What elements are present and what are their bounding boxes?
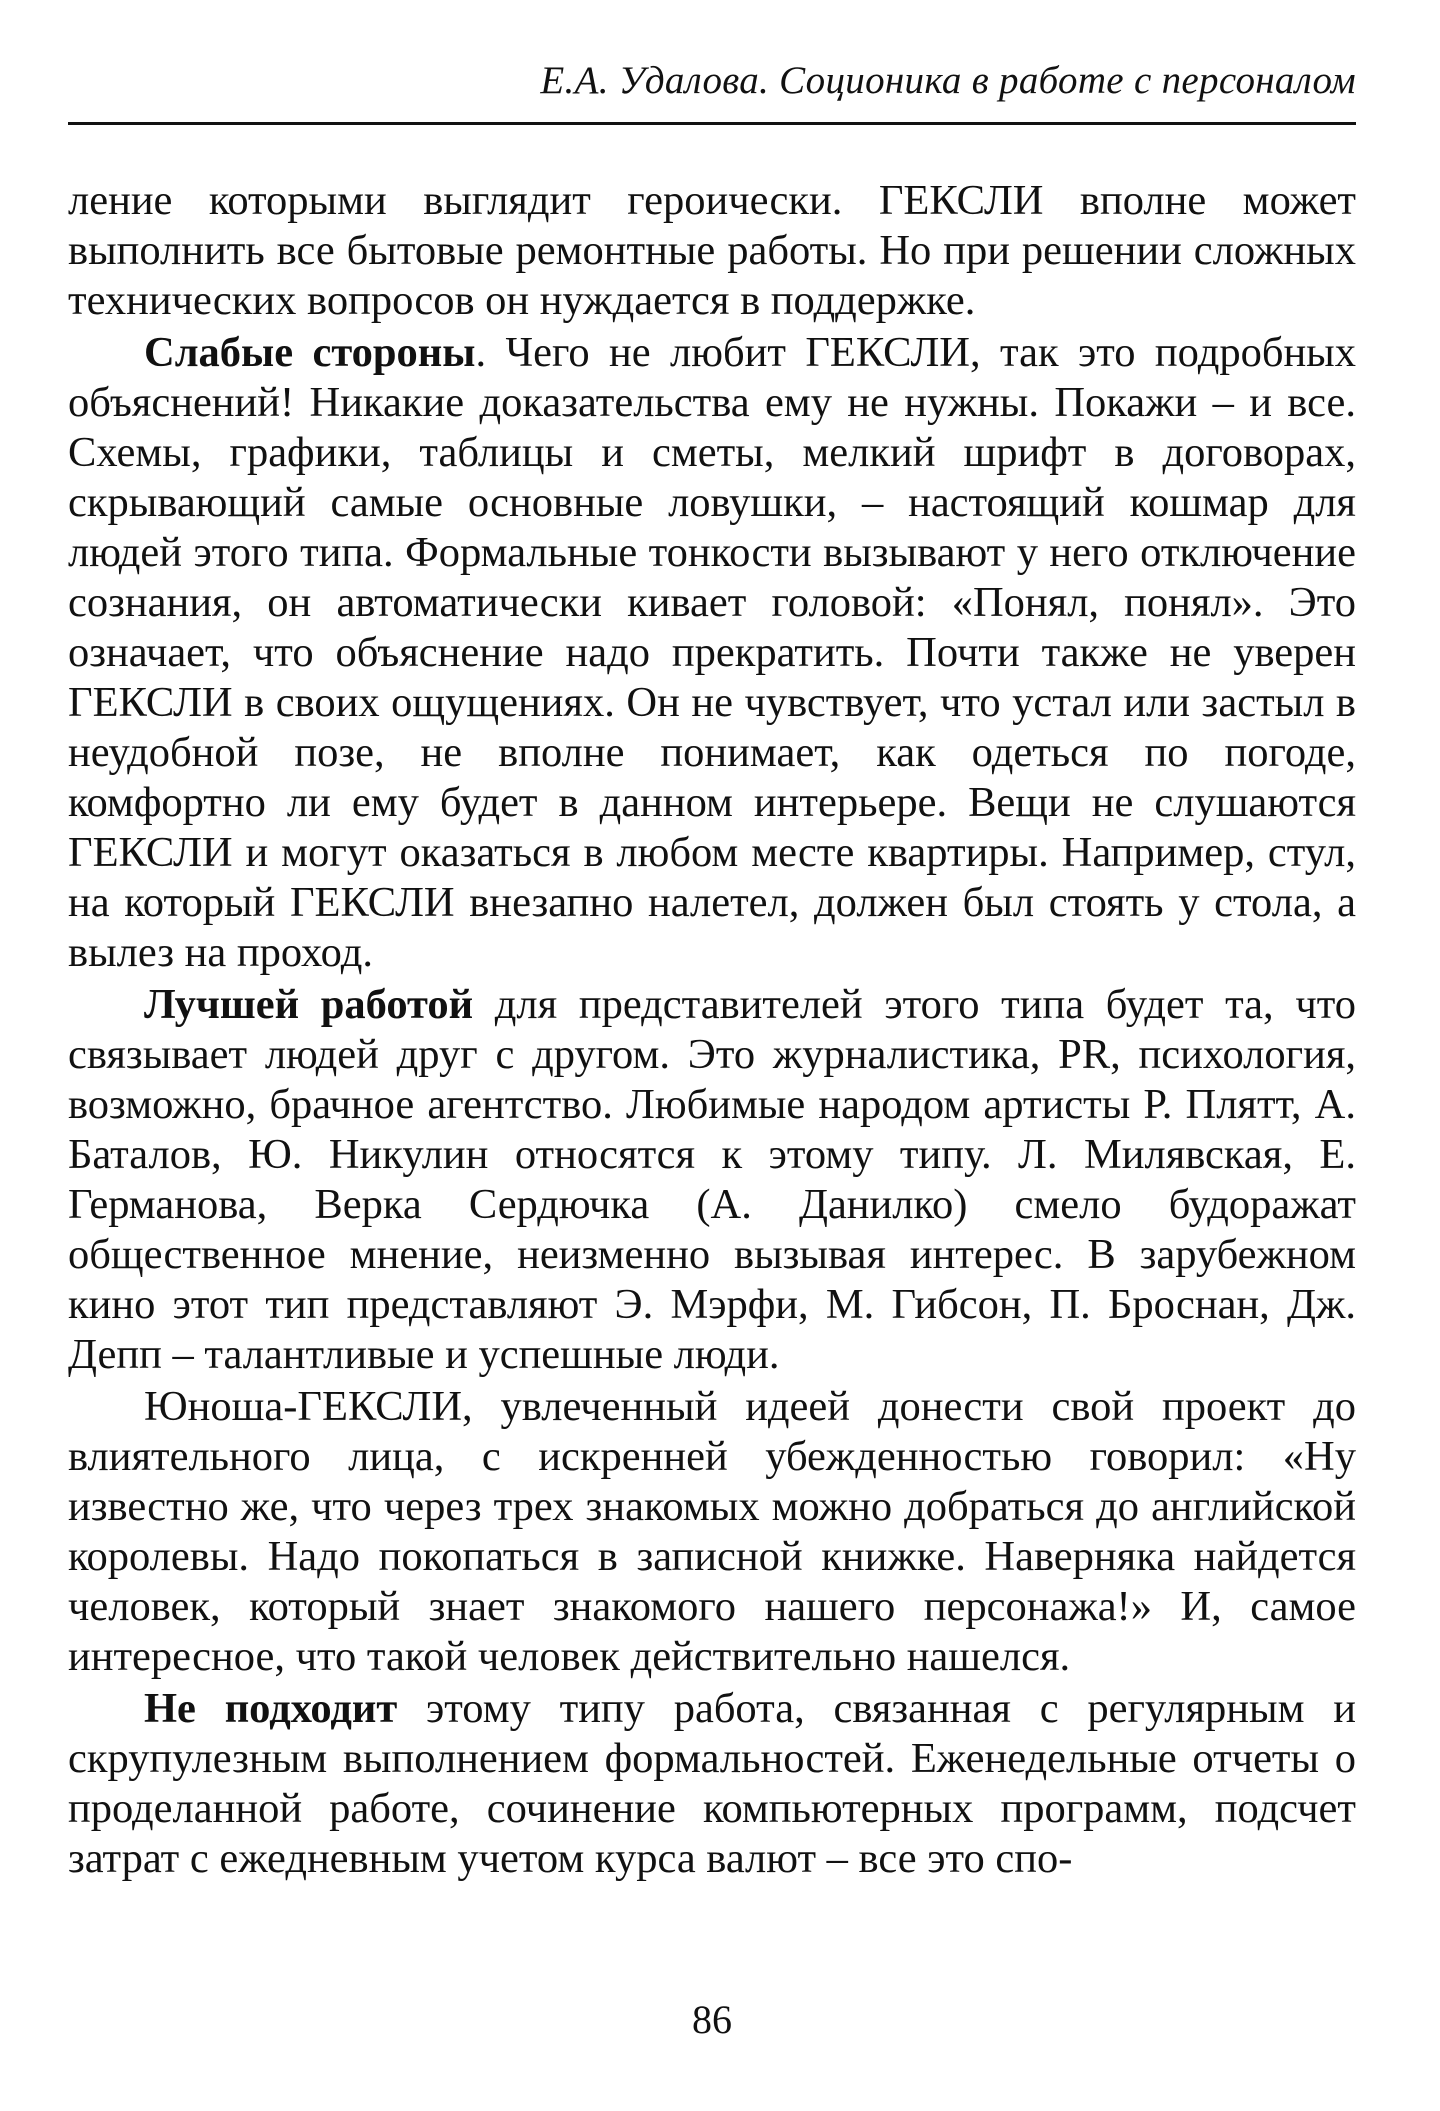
paragraph-continuation bbox=[68, 176, 1356, 326]
paragraph-lead: Лучшей работой bbox=[144, 981, 474, 1028]
paragraph-best-work bbox=[68, 980, 1356, 1380]
paragraph-text: для представителей этого типа будет та, что связывает людей друг с другом. Это журналистика, PR, психология, возможно, брачное агентство. Любимые народом артисты Р. Плятт, А. Баталов, Ю. Никулин относятся к этому типу. Л. Милявская, Е. Германова, Верка Сердючка (А. Данилко) смело будоражат общественное мнение, неизменно вызывая интерес. В зарубежном кино этот тип представляют Э. Мэрфи, М. Гибсон, П. Броснан, Дж. Депп – талантливые и успешные люди. bbox=[68, 981, 1356, 1378]
paragraph-text: ление которыми выглядит героически. ГЕКСЛИ вполне может выполнить все бытовые ремонтные работы. Но при решении сложных технических вопросов он нуждается в поддержке. bbox=[68, 177, 1356, 324]
paragraph-example bbox=[68, 1382, 1356, 1682]
running-header: Е.А. Удалова. Соционика в работе с персоналом bbox=[540, 59, 1356, 102]
paragraph-weak-points bbox=[68, 328, 1356, 978]
paragraph-not-suitable bbox=[68, 1684, 1356, 1884]
header-rule bbox=[68, 122, 1356, 125]
page-number: 86 bbox=[692, 1997, 732, 2042]
book-page bbox=[68, 0, 1356, 2111]
body-text bbox=[68, 176, 1356, 1884]
paragraph-lead: Слабые стороны bbox=[144, 329, 476, 376]
paragraph-text: Юноша-ГЕКСЛИ, увлеченный идеей донести свой проект до влиятельного лица, с искренней убежденностью говорил: «Ну известно же, что через трех знакомых можно добраться до английской королевы. Надо покопаться в записной книжке. Наверняка найдется человек, который знает знакомого нашего персонажа!» И, самое интересное, что такой человек действительно нашелся. bbox=[68, 1383, 1356, 1680]
paragraph-text: . Чего не любит ГЕКСЛИ, так это подробных объяснений! Никакие доказательства ему не нужны. Покажи – и все. Схемы, графики, таблицы и сметы, мелкий шрифт в договорах, скрывающий самые основные ловушки, – настоящий кошмар для людей этого типа. Формальные тонкости вызывают у него отключение сознания, он автоматически кивает головой: «Понял, понял». Это означает, что объяснение надо прекратить. Почти также не уверен ГЕКСЛИ в своих ощущениях. Он не чувствует, что устал или застыл в неудобной позе, не вполне понимает, как одеться по погоде, комфортно ли ему будет в данном интерьере. Вещи не слушаются ГЕКСЛИ и могут оказаться в любом месте квартиры. Например, стул, на который ГЕКСЛИ внезапно налетел, должен был стоять у стола, а вылез на проход. bbox=[68, 329, 1356, 976]
paragraph-lead: Не подходит bbox=[144, 1685, 398, 1732]
paragraph-text: этому типу работа, связанная с регулярным и скрупулезным выполнением формальностей. Еженедельные отчеты о проделанной работе, сочинение компьютерных программ, подсчет затрат с ежедневным учетом курса валют – все это спо- bbox=[68, 1685, 1356, 1882]
